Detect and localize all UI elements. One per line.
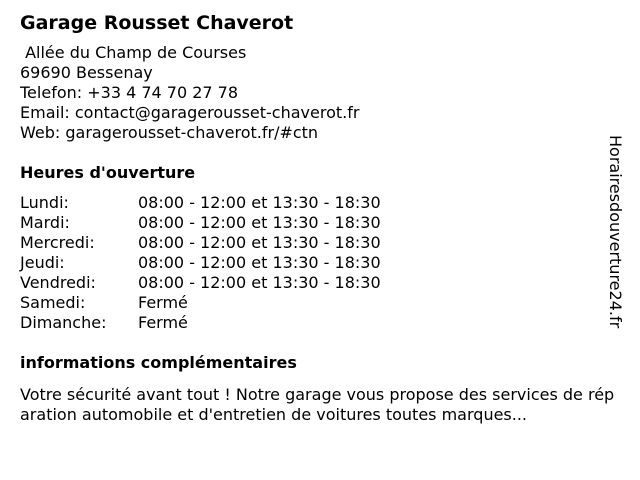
time-value: Fermé (138, 313, 188, 332)
day-label: Jeudi: (20, 253, 65, 272)
time-value: 08:00 - 12:00 et 13:30 - 18:30 (138, 233, 381, 252)
contact-block (20, 43, 620, 143)
additional-info-text: Votre sécurité avant tout ! Notre garage vous propose des services de réparation automobile et d'entretien de voitures toutes marques... (20, 385, 615, 424)
email-line[interactable]: Email: contact@garagerousset-chaverot.fr (20, 103, 360, 122)
day-label: Mardi: (20, 213, 70, 232)
city-address: 69690 Bessenay (20, 63, 153, 82)
street-address: Allée du Champ de Courses (20, 43, 247, 62)
day-label: Samedi: (20, 293, 86, 312)
time-value: Fermé (138, 293, 188, 312)
hours-row-saturday (20, 293, 620, 313)
hours-row-thursday (20, 253, 620, 273)
day-label: Vendredi: (20, 273, 96, 292)
hours-row-tuesday (20, 213, 620, 233)
hours-row-sunday (20, 313, 620, 333)
day-label: Mercredi: (20, 233, 95, 252)
time-value: 08:00 - 12:00 et 13:30 - 18:30 (138, 213, 381, 232)
opening-hours-table (20, 193, 620, 333)
business-card (20, 10, 620, 425)
time-value: 08:00 - 12:00 et 13:30 - 18:30 (138, 273, 381, 292)
time-value: 08:00 - 12:00 et 13:30 - 18:30 (138, 253, 381, 272)
hours-row-monday (20, 193, 620, 213)
opening-hours-heading: Heures d'ouverture (20, 163, 196, 182)
additional-info-heading: informations complémentaires (20, 353, 297, 372)
day-label: Lundi: (20, 193, 69, 212)
web-line[interactable]: Web: garagerousset-chaverot.fr/#ctn (20, 123, 319, 142)
hours-row-wednesday (20, 233, 620, 253)
hours-row-friday (20, 273, 620, 293)
day-label: Dimanche: (20, 313, 107, 332)
business-name: Garage Rousset Chaverot (20, 12, 294, 34)
time-value: 08:00 - 12:00 et 13:30 - 18:30 (138, 193, 381, 212)
source-credit: Horairesdouverture24.fr (606, 135, 625, 329)
phone-line[interactable]: Telefon: +33 4 74 70 27 78 (20, 83, 239, 102)
